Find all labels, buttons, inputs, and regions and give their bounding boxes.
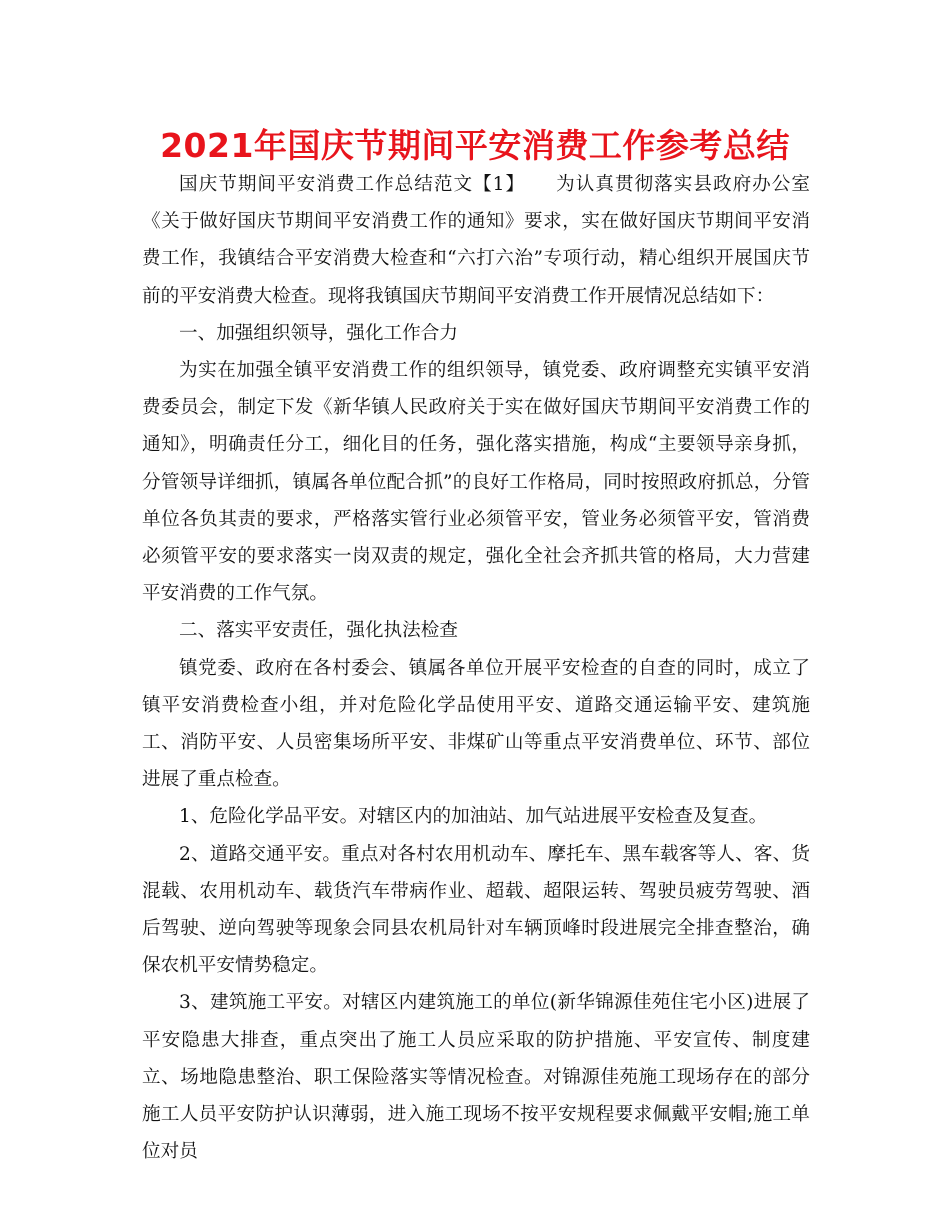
paragraph: 为实在加强全镇平安消费工作的组织领导，镇党委、政府调整充实镇平安消费委员会，制定下发《新华镇人民政府关于实在做好国庆节期间平安消费工作的通知》，明确责任分工，细化目的任务，强化落实措施，构成“主要领导亲身抓，分管领导详细抓，镇属各单位配合抓”的良好工作格局，同时按照政府抓总，分管单位各负其责的要求，严格落实管行业必须管平安，管业务必须管平安，管消费必须管平安的要求落实一岗双责的规定，强化全社会齐抓共管的格局，大力营建平安消费的工作气氛。 [142,360,810,605]
paragraph-lead: 国庆节期间平安消费工作总结范文【1】 [179,174,526,195]
paragraph-intro [142,166,810,315]
list-item: 2、道路交通平安。重点对各村农用机动车、摩托车、黑车载客等人、客、货混载、农用机动车、载货汽车带病作业、超载、超限运转、驾驶员疲劳驾驶、酒后驾驶、逆向驾驶等现象会同县农机局针对车辆顶峰时段进展完全排查整治，确保农机平安情势稳定。 [142,843,810,977]
section-heading-1: 一、加强组织领导，强化工作合力 [179,322,458,344]
document-body [142,166,810,1170]
list-item: 3、建筑施工平安。对辖区内建筑施工的单位(新华锦源佳苑住宅小区)进展了平安隐患大排查，重点突出了施工人员应采取的防护措施、平安宣传、制度建立、场地隐患整治、职工保险落实等情况检查。对锦源佳苑施工现场存在的部分施工人员平安防护认识薄弱，进入施工现场不按平安规程要求佩戴平安帽;施工单位对员 [142,992,810,1163]
paragraph: 镇党委、政府在各村委会、镇属各单位开展平安检查的自查的同时，成立了镇平安消费检查小组，并对危险化学品使用平安、道路交通运输平安、建筑施工、消防平安、人员密集场所平安、非煤矿山等重点平安消费单位、环节、部位进展了重点检查。 [142,657,810,791]
document-title: 2021年国庆节期间平安消费工作参考总结 [160,126,790,165]
list-item: 1、危险化学品平安。对辖区内的加油站、加气站进展平安检查及复查。 [179,806,768,828]
section-heading-2: 二、落实平安责任，强化执法检查 [179,620,458,642]
paragraph-text: 为认真贯彻落实县政府办公室《关于做好国庆节期间平安消费工作的通知》要求，实在做好国庆节期间平安消费工作，我镇结合平安消费大检查和“六打六治”专项行动，精心组织开展国庆节前的平安消费大检查。现将我镇国庆节期间平安消费工作开展情况总结如下： [142,174,810,307]
